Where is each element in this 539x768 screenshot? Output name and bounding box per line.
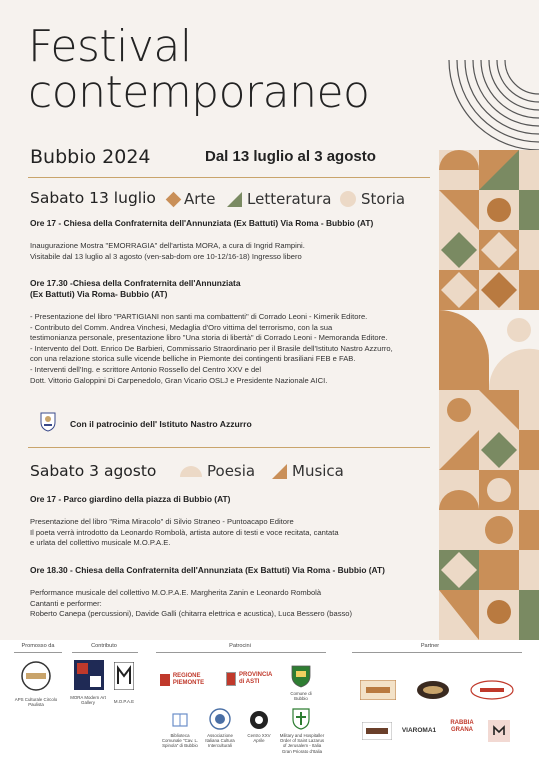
- provincia-asti-logo: [226, 668, 276, 690]
- decorative-pattern: [439, 0, 539, 640]
- regione-logo-text: REGIONE PIEMONTE: [172, 673, 205, 686]
- regione-shield-icon: [160, 674, 170, 686]
- circle-icon: [340, 191, 356, 207]
- contributo-caption: MORA Modern Art Gallery: [70, 695, 106, 706]
- text-line: - Presentazione del libro "PARTIGIANI non santi ma combattenti" di Corrado Leoni - Kimerik Editore.: [30, 312, 368, 321]
- text-line: - Interventi dell'Ing. e scrittore Antonio Rossello del Centro XXV e del: [30, 364, 262, 374]
- text-line: Inaugurazione Mostra "EMORRAGIA" dell'artista MORA, a cura di Ingrid Rampini.: [30, 241, 305, 250]
- place-year: Bubbio 2024: [30, 146, 151, 168]
- divider: [28, 447, 430, 448]
- tag-label: Letteratura: [247, 190, 332, 208]
- partner-3-logo-icon: [470, 680, 514, 700]
- triangle-icon: [272, 464, 287, 479]
- partner-6-logo-icon: [488, 720, 510, 742]
- patrocini-heading: Patrocini: [229, 643, 251, 649]
- day1-event2-title: [30, 278, 241, 300]
- text-line: - Contributo del Comm. Andrea Vinchesi, Medaglia d'Oro vittima del terrorismo, con la sua: [30, 322, 333, 332]
- nastro-azzurro-crest-icon: [38, 410, 58, 432]
- text-line: Cantanti e performer:: [30, 598, 102, 608]
- day1-event1-title: Ore 17 - Chiesa della Confraternita dell'Annunziata (Ex Battuti) Via Roma - Bubbio (AT): [30, 218, 374, 228]
- divider: [352, 652, 522, 653]
- tag-label: Storia: [361, 190, 406, 208]
- title-line-2: contemporaneo: [28, 67, 370, 118]
- day2-event2-title: Ore 18.30 - Chiesa della Confraternita dell'Annunziata (Ex Battuti) Via Roma - Bubbio (AT): [30, 565, 385, 575]
- day2-heading: Sabato 3 agosto: [30, 462, 157, 480]
- comune-bubbio-crest-icon: [289, 662, 313, 688]
- day2-event1-title: Ore 17 - Parco giardino della piazza di Bubbio (AT): [30, 494, 231, 504]
- tag-label: Musica: [292, 462, 344, 480]
- festival-dates: Dal 13 luglio al 3 agosto: [205, 148, 376, 165]
- text-line: con una relazione storica sulle vicende belliche in Piemonte dei contingenti brasiliani FEB e FAB.: [30, 354, 356, 364]
- day1-heading: Sabato 13 luglio: [30, 189, 156, 207]
- partner-1-logo-icon: [360, 680, 396, 700]
- divider: [28, 177, 430, 178]
- partner-rabbia-logo: RABBIA GRANA: [450, 720, 474, 733]
- partner-viaroma-logo: VIAROMA1: [401, 727, 437, 734]
- patrocini-caption: Centro XXV Aprile: [247, 733, 271, 744]
- divider: [156, 652, 326, 653]
- text-line: Visitabile dal 13 luglio al 3 agosto (ven-sab-dom ore 10-12/16-18) Ingresso libero: [30, 251, 302, 261]
- patrocini-caption: Associazione Italiana Cultura Interculturali: [205, 733, 235, 749]
- patrocini-caption: Military and Hospitaller Order of Saint Lazarus of Jerusalem - Italia Gran Priorato d'Italia: [279, 733, 325, 754]
- order-saint-lazarus-crest-icon: [289, 706, 313, 730]
- tag-arte: [168, 190, 216, 208]
- triangle-icon: [227, 192, 242, 207]
- patronage-line: Con il patrocinio dell' Istituto Nastro Azzurro: [70, 419, 252, 429]
- text-line: Performance musicale del collettivo M.O.P.A.E. Margherita Zanin e Leonardo Rombolà: [30, 588, 322, 597]
- tag-poesia: [180, 462, 255, 480]
- contributo-caption: M.O.P.A.E: [113, 699, 135, 704]
- mopae-logo-icon: [114, 662, 134, 690]
- centro-xxv-logo-icon: [249, 710, 269, 730]
- partner-heading: Partner: [420, 643, 440, 649]
- patrocini-caption: Biblioteca Comunale "Cav. L. Spinola" di Bubbio: [161, 733, 199, 749]
- day1-event1-text: [30, 241, 305, 262]
- provincia-logo-text: PROVINCIA di ASTI: [239, 672, 273, 685]
- text-line: testimonianza personale, presentazione libro "Una storia di libertà" di Corrado Leoni - Memoranda Editore.: [30, 333, 388, 343]
- half-circle-icon: [180, 466, 202, 477]
- biblioteca-logo-icon: [170, 710, 190, 730]
- divider: [72, 652, 138, 653]
- tag-label: Poesia: [207, 462, 256, 480]
- divider: [14, 652, 62, 653]
- promosso-heading: Promosso da: [21, 643, 55, 649]
- contributo-heading: Contributo: [91, 643, 117, 649]
- diamond-icon: [166, 191, 182, 207]
- day2-event1-text: [30, 517, 339, 549]
- day1-event2-text: [30, 312, 393, 386]
- tag-letteratura: [227, 190, 331, 208]
- text-line: Presentazione del libro "Rima Miracolo" di Silvio Straneo - Puntoacapo Editore: [30, 517, 294, 526]
- festival-title: [28, 21, 370, 118]
- patrocini-caption: Comune di Bubbio: [290, 691, 312, 702]
- text-line: (Ex Battuti) Via Roma- Bubbio (AT): [30, 289, 168, 299]
- associazione-logo-icon: [209, 708, 231, 730]
- text-line: - Intervento del Dott. Enrico De Barbieri, Commissario Straordinario per il Brasile dell'Istituto Nastro Azzurro,: [30, 343, 393, 353]
- day2-event2-text: [30, 588, 352, 620]
- text-line: e urlata del collettivo musicale M.O.P.A.E.: [30, 538, 171, 548]
- promosso-caption: APS Culturale Circolo Paulista: [14, 697, 58, 708]
- sponsor-footer: [0, 640, 539, 768]
- text-line: Dott. Vittorio Galoppini Di Carpenedolo, Gran Vicario OSLJ e Presidente Nazionale AICI.: [30, 375, 328, 385]
- tag-storia: [340, 190, 405, 208]
- mora-gallery-logo-icon: [74, 660, 104, 690]
- title-line-1: Festival: [28, 21, 192, 72]
- circolo-paulista-logo-icon: [20, 660, 52, 692]
- partner-2-logo-icon: [416, 680, 450, 700]
- tag-label: Arte: [184, 190, 216, 208]
- provincia-shield-icon: [226, 672, 236, 686]
- text-line: Il poeta verrà introdotto da Leonardo Rombolà, artista autore di testi e voce recitata, cantata: [30, 527, 339, 537]
- regione-piemonte-logo: [160, 672, 216, 688]
- text-line: Roberto Canepa (percussioni), Davide Galli (chitarra elettrica e acustica), Luca Bessero (basso): [30, 609, 353, 619]
- tag-musica: [272, 462, 344, 480]
- partner-4-logo-icon: [362, 722, 392, 740]
- text-line: Ore 17.30 -Chiesa della Confraternita dell'Annunziata: [30, 278, 241, 288]
